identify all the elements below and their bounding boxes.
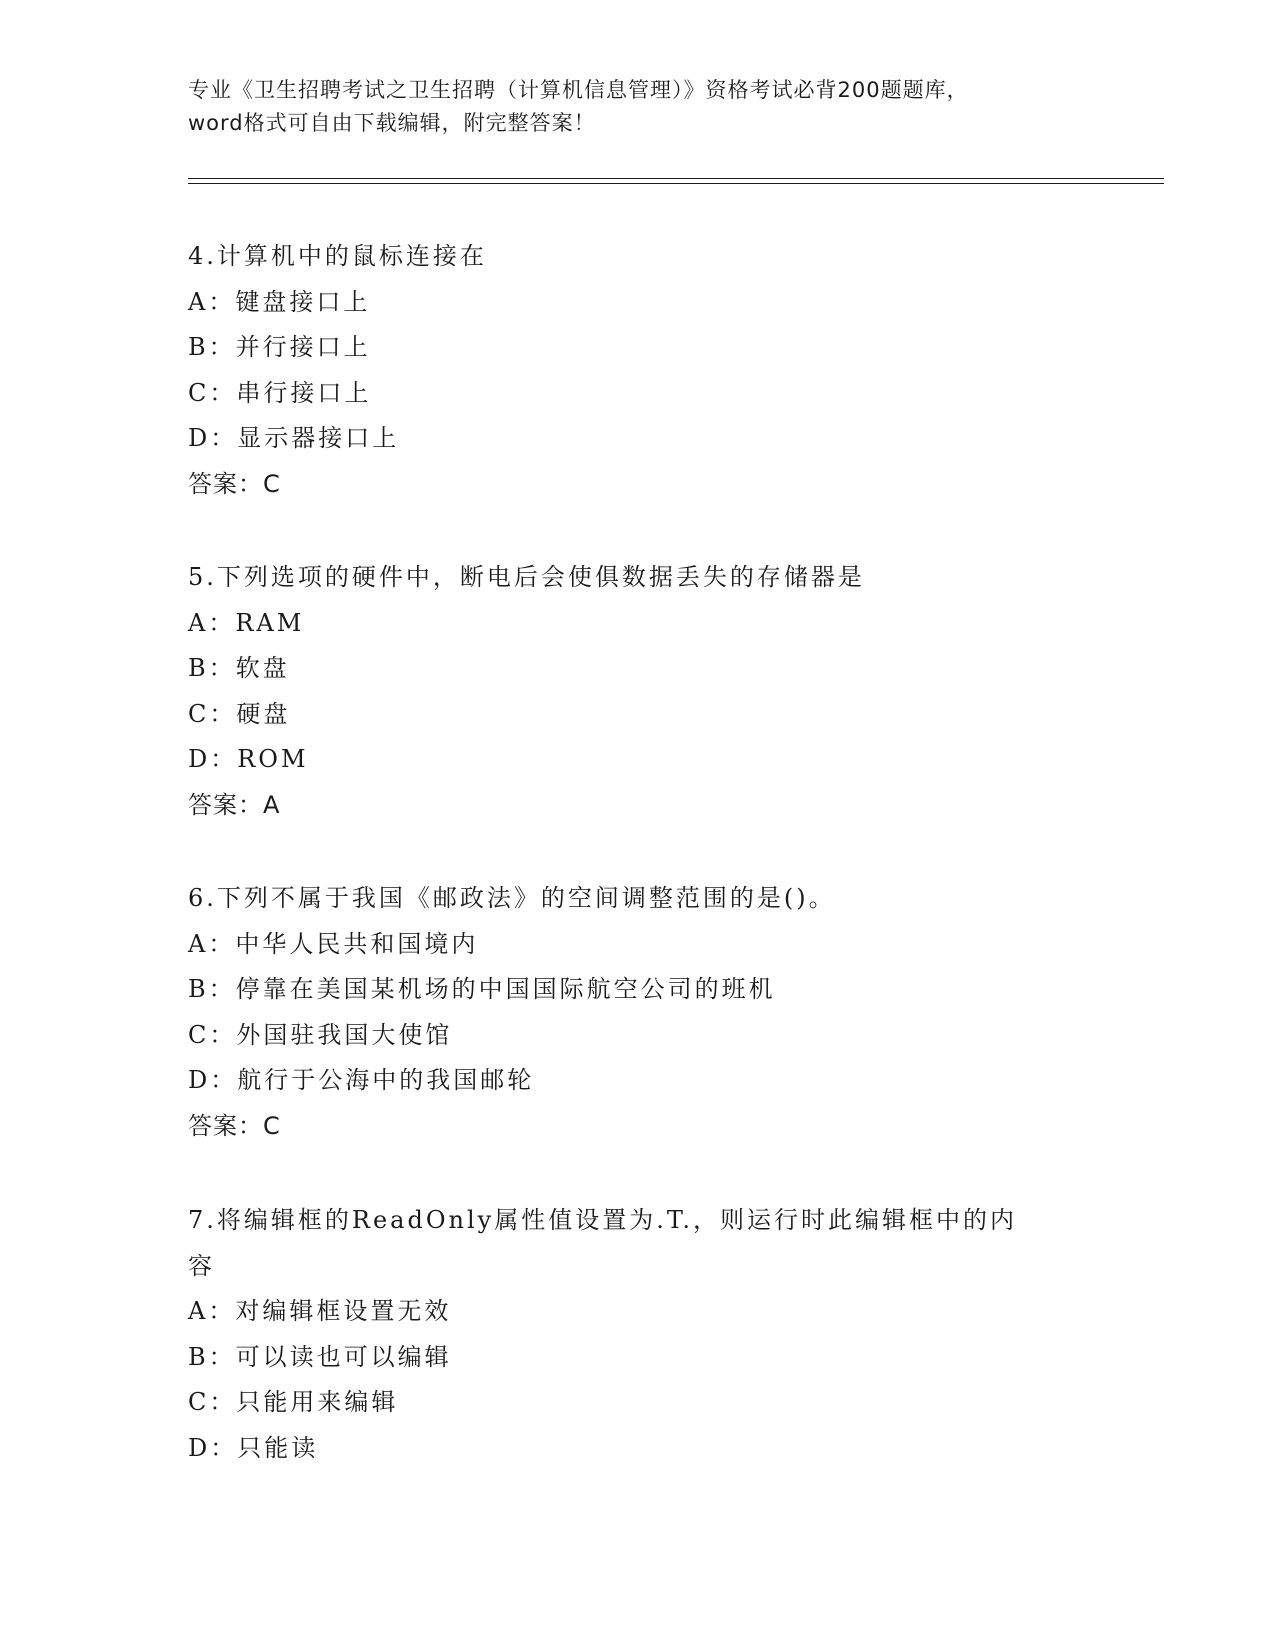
question-7 bbox=[188, 1198, 1088, 1471]
option-d: D：只能读 bbox=[188, 1433, 319, 1462]
option-c: C：只能用来编辑 bbox=[188, 1388, 399, 1416]
option-c: C：外国驻我国大使馆 bbox=[188, 1020, 453, 1049]
question-4 bbox=[188, 234, 1088, 507]
question-stem-line-1: 7.将编辑框的ReadOnly属性值设置为.T.，则运行时此编辑框中的内 bbox=[188, 1206, 1017, 1234]
option-b: B：停靠在美国某机场的中国国际航空公司的班机 bbox=[188, 975, 776, 1003]
header-line-2: word格式可自由下载编辑，附完整答案！ bbox=[188, 111, 596, 135]
question-stem: 4.计算机中的鼠标连接在 bbox=[188, 242, 487, 270]
question-stem: 5.下列选项的硬件中，断电后会使俱数据丢失的存储器是 bbox=[188, 563, 865, 591]
document-header bbox=[188, 74, 1088, 140]
option-b: B：并行接口上 bbox=[188, 333, 371, 361]
question-6 bbox=[188, 876, 1088, 1149]
option-d: D：ROM bbox=[188, 745, 309, 773]
option-a: A：中华人民共和国境内 bbox=[188, 929, 479, 958]
option-a: A：键盘接口上 bbox=[188, 287, 371, 316]
answer: 答案：C bbox=[188, 1111, 281, 1140]
option-c: C：串行接口上 bbox=[188, 378, 372, 407]
option-d: D：显示器接口上 bbox=[188, 424, 400, 452]
option-b: B：可以读也可以编辑 bbox=[188, 1342, 452, 1371]
option-b: B：软盘 bbox=[188, 654, 290, 682]
question-stem-line-2: 容 bbox=[188, 1251, 215, 1280]
header-divider-top bbox=[188, 178, 1164, 179]
header-divider-bottom bbox=[188, 183, 1164, 184]
option-d: D：航行于公海中的我国邮轮 bbox=[188, 1066, 535, 1094]
question-stem: 6.下列不属于我国《邮政法》的空间调整范围的是()。 bbox=[188, 884, 836, 912]
answer: 答案：C bbox=[188, 469, 281, 498]
question-5 bbox=[188, 555, 1088, 828]
option-c: C：硬盘 bbox=[188, 699, 291, 728]
option-a: A：对编辑框设置无效 bbox=[188, 1297, 452, 1325]
option-a: A：RAM bbox=[188, 608, 305, 637]
header-line-1: 专业《卫生招聘考试之卫生招聘（计算机信息管理）》资格考试必背200题题库， bbox=[188, 78, 969, 102]
answer: 答案：A bbox=[188, 790, 281, 819]
